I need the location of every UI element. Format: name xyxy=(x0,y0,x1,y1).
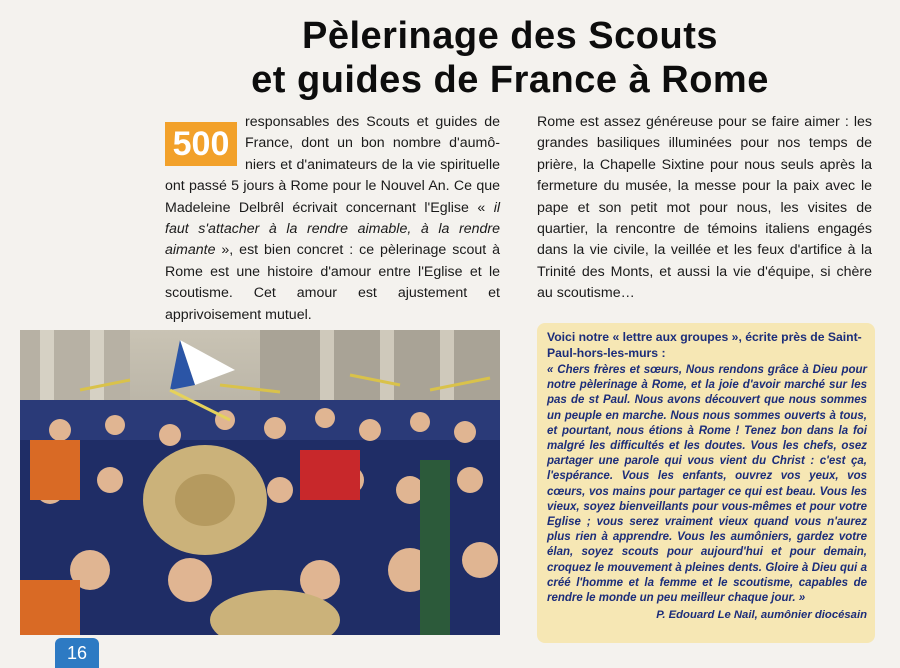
crowd-photo xyxy=(20,330,500,635)
letter-body: « Chers frères et sœurs, Nous rendons grâce à Dieu pour notre pèlerinage à Rome, et la joie d'avoir marché sur les pas de st Paul. Nous avons découvert que nous sommes un peuple en marche. Nous nous sommes ouverts à tous, et pourtant, nous étions à Rome ! Tenez bon dans la foi malgré les difficultés et les doutes. Vous les chefs, osez partager une parole qui vous vient du Christ : c'est ça, l'espérance. Vous les enfants, ouvrez vos yeux, vos cœurs, vos mains pour partager ce qui est beau. Vous les vieux, soyez bienveillants pour vous-mêmes et pour votre Eglise ; vous serez vraiment vieux quand vous n'aurez plus rien à apprendre. Vous les aumôniers, gardez votre élan, soyez scouts pour aujourd'hui et pour demain, croquez le mouvement à pleines dents. Gloire à Dieu qui a créé l'homme et la femme et le scoutisme, capables de rendre le monde un peu meilleur chaque jour. » xyxy=(547,364,867,605)
left-quote: il faut s'attacher à la rendre aimable, à la rendre aimante xyxy=(165,199,500,259)
left-text-a: responsables des Scouts et guides de France, dont un bon nombre d'aumôniers et d'animateurs de la vie spirituelle ont passé 5 jours à Rome pour le Nouvel An. Ce que Madeleine Delbrêl écrivait concernant l'Eglise « xyxy=(165,114,500,216)
article-column-right: Rome est assez généreuse pour se faire aimer : les grandes basiliques illuminées pour nos temps de prière, la Chapelle Sixtine pour nous seuls après la fermeture du musée, la messe pour la paix avec le pape et son petit mot pour nous, les visites de quartier, la rencontre de témoins italiens engagés dans la vie civile, la veillée et les feux d'artifice à la Trinité des Monts, et aussi la vie d'équipe, si chère au scoutisme… xyxy=(537,114,872,302)
letter-heading: Voici notre « lettre aux groupes », écrite près de Saint-Paul-hors-les-murs : xyxy=(547,330,862,360)
crowd-photo-image xyxy=(20,330,500,635)
title-line-2: et guides de France à Rome xyxy=(251,59,769,101)
letter-box xyxy=(537,323,875,643)
title-line-1: Pèlerinage des Scouts xyxy=(302,15,718,57)
left-text-b: », est bien concret : ce pèlerinage scout à Rome est une histoire d'amour entre l'Eglise et le scoutisme. Cet amour est ajustement et apprivoisement mutuel. xyxy=(165,242,500,323)
page-number: 16 xyxy=(55,638,99,668)
article-column-left xyxy=(165,112,500,326)
number-badge: 500 xyxy=(165,122,237,166)
article-title xyxy=(150,14,870,102)
letter-signature: P. Edouard Le Nail, aumônier diocésain xyxy=(656,609,867,622)
